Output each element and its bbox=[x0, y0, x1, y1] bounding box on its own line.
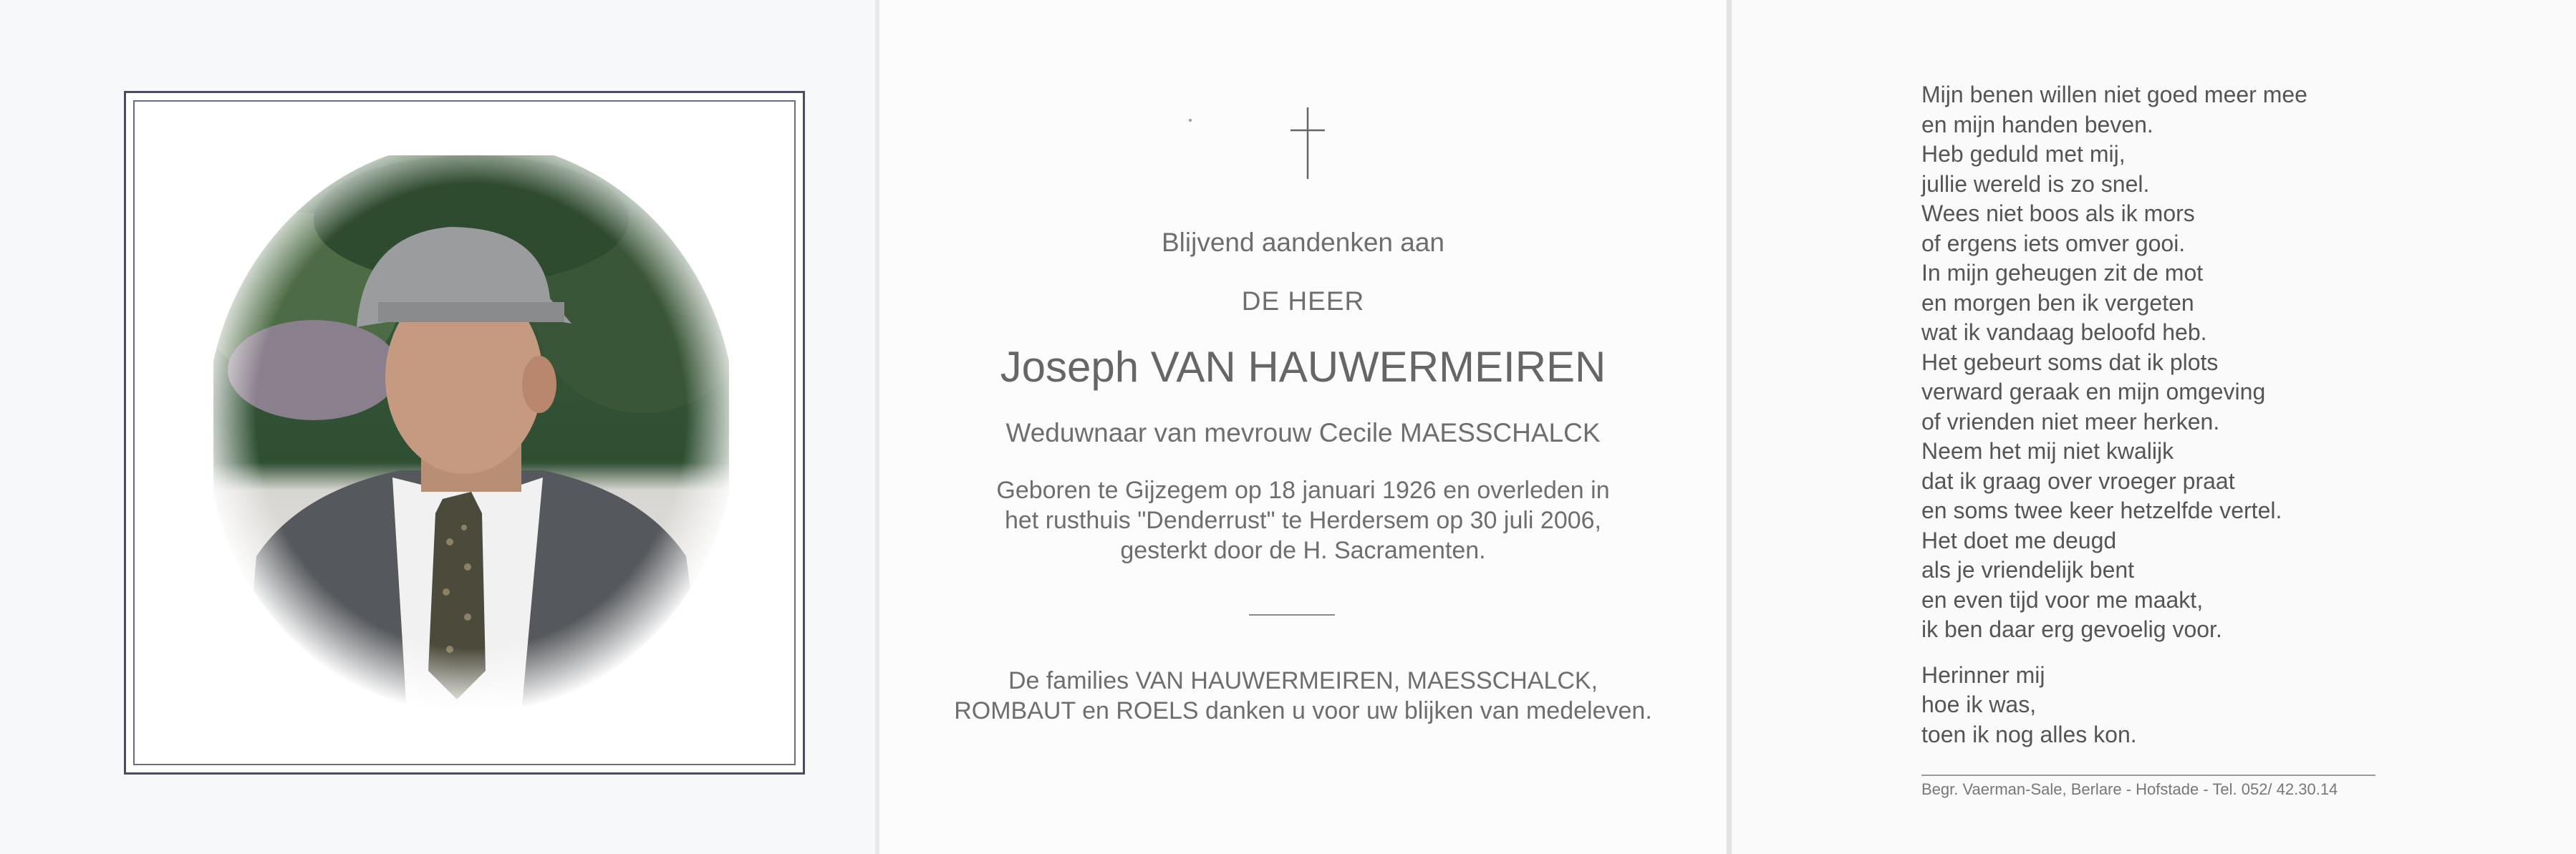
portrait-panel bbox=[0, 0, 875, 854]
poem-line: Het gebeurt soms dat ik plots bbox=[1921, 349, 2219, 375]
portrait-photo bbox=[213, 155, 729, 714]
poem-line: en even tijd voor me maakt, bbox=[1921, 586, 2204, 613]
announcement-panel bbox=[879, 0, 1727, 854]
poem-line: wat ik vandaag beloofd heb. bbox=[1921, 319, 2207, 345]
thanks-line: ROMBAUT en ROELS danken u voor uw blijken van medeleven. bbox=[954, 697, 1652, 724]
poem-line: of ergens iets omver gooi. bbox=[1921, 230, 2186, 256]
poem-line: Wees niet boos als ik mors bbox=[1921, 200, 2195, 226]
poem-line: Heb geduld met mij, bbox=[1921, 141, 2126, 167]
funeral-home-footer: Begr. Vaerman-Sale, Berlare - Hofstade - Tel. 052/ 42.30.14 bbox=[1921, 780, 2338, 798]
poem-line: dat ik graag over vroeger praat bbox=[1921, 467, 2235, 494]
poem-line: toen ik nog alles kon. bbox=[1921, 721, 2137, 747]
life-line: het rusthuis "Denderrust" te Herdersem op 30 juli 2006, bbox=[1004, 507, 1602, 534]
poem-line: of vrienden niet meer herken. bbox=[1921, 408, 2220, 435]
poem bbox=[1921, 80, 2307, 749]
thanks-line: De families VAN HAUWERMEIREN, MAESSCHALCK, bbox=[1008, 667, 1598, 694]
card-fold-right bbox=[1727, 0, 1732, 854]
intro-text: Blijvend aandenken aan bbox=[1162, 228, 1444, 257]
poem-line: Neem het mij niet kwalijk bbox=[1921, 438, 2174, 464]
poem-line: In mijn geheugen zit de mot bbox=[1921, 260, 2204, 286]
cross-icon bbox=[1286, 107, 1329, 179]
poem-line: Het doet me deugd bbox=[1921, 527, 2117, 553]
poem-line: ik ben daar erg gevoelig voor. bbox=[1921, 616, 2222, 642]
poem-line: hoe ik was, bbox=[1921, 692, 2037, 717]
poem-line: en mijn handen beven. bbox=[1921, 111, 2153, 137]
photo-frame-inner bbox=[133, 100, 796, 765]
life-line: Geboren te Gijzegem op 18 januari 1926 en overleden in bbox=[996, 477, 1610, 504]
widower-line: Weduwnaar van mevrouw Cecile MAESSCHALCK bbox=[1005, 418, 1601, 447]
divider bbox=[1249, 614, 1335, 616]
footer-rule bbox=[1921, 775, 2375, 776]
honorific-title: DE HEER bbox=[1241, 286, 1365, 316]
thanks-text bbox=[879, 666, 1727, 726]
poem-line: als je vriendelijk bent bbox=[1921, 557, 2135, 583]
poem-line: en morgen ben ik vergeten bbox=[1921, 289, 2194, 316]
poem-line: Mijn benen willen niet goed meer mee bbox=[1921, 82, 2307, 107]
photo-frame bbox=[124, 91, 805, 775]
portrait-illustration bbox=[213, 155, 729, 714]
poem-panel bbox=[1732, 0, 2576, 854]
deceased-name: Joseph VAN HAUWERMEIREN bbox=[1000, 343, 1606, 391]
poem-line: jullie wereld is zo snel. bbox=[1921, 170, 2150, 197]
life-line: gesterkt door de H. Sacramenten. bbox=[1120, 537, 1486, 564]
life-dates bbox=[879, 475, 1727, 566]
poem-line: verward geraak en mijn omgeving bbox=[1921, 379, 2266, 404]
poem-line: en soms twee keer hetzelfde vertel. bbox=[1921, 498, 2282, 523]
poem-line: Herinner mij bbox=[1921, 661, 2045, 688]
speck bbox=[1189, 119, 1192, 122]
